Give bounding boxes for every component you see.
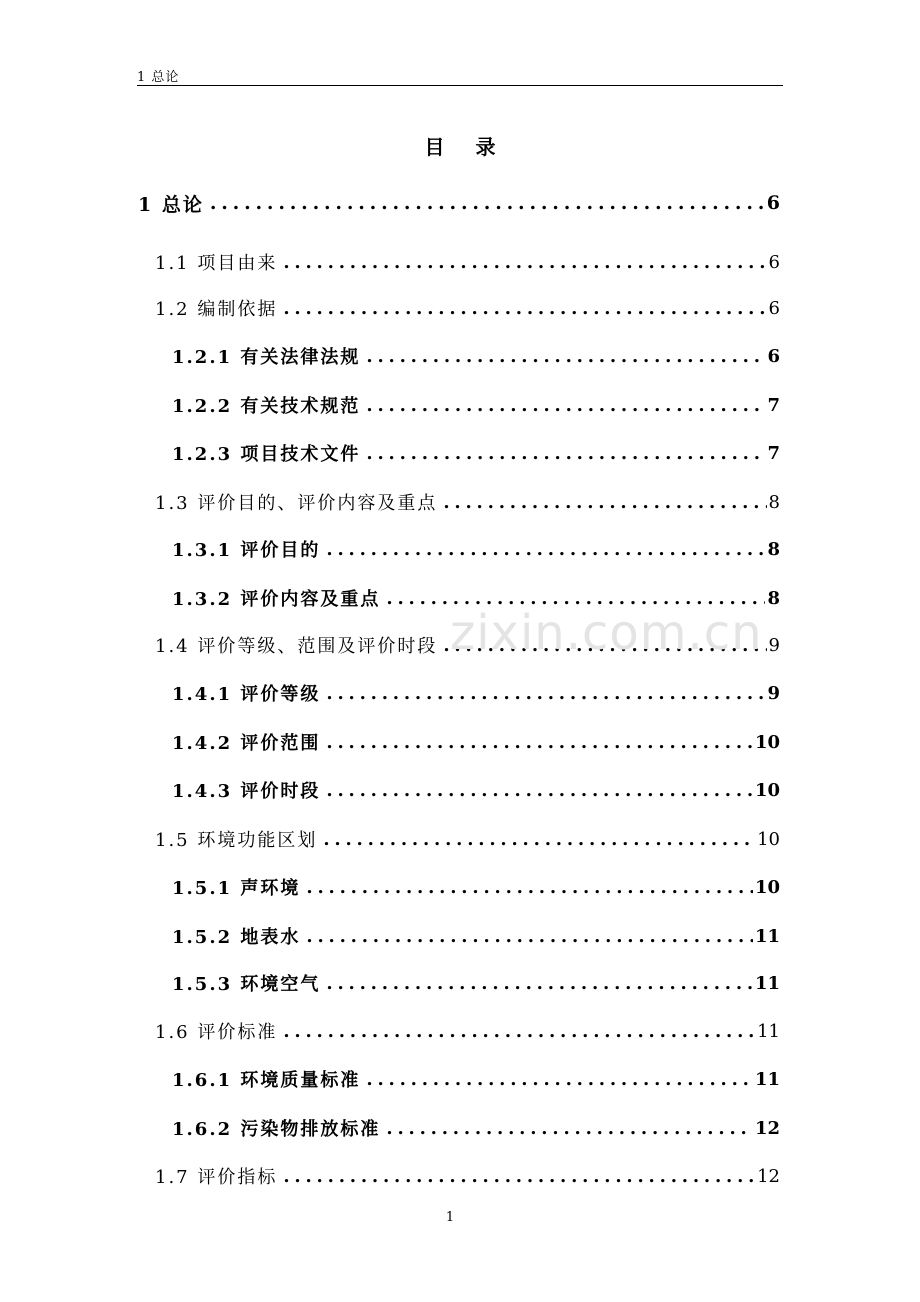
toc-entry-label: 1.1 项目由来 bbox=[155, 253, 278, 274]
toc-entry-label: 1.5.2 地表水 bbox=[172, 927, 301, 948]
toc-entry-label: 1.6.1 环境质量标准 bbox=[172, 1070, 361, 1091]
toc-entry-label: 1.5.1 声环境 bbox=[172, 878, 301, 899]
toc-entry-label: 1.5.3 环境空气 bbox=[172, 974, 321, 995]
toc-entry-label: 1.7 评价指标 bbox=[155, 1167, 278, 1188]
toc-dot-leader bbox=[323, 829, 755, 850]
toc-entry-label: 1.5 环境功能区划 bbox=[155, 830, 318, 851]
toc-entry[interactable] bbox=[172, 390, 780, 420]
toc-dot-leader bbox=[210, 192, 765, 214]
toc-entry-label: 1.3 评价目的、评价内容及重点 bbox=[155, 493, 438, 514]
toc-entry-label: 1.6 评价标准 bbox=[155, 1022, 278, 1043]
toc-entry-page: 9 bbox=[767, 682, 780, 704]
toc-dot-leader bbox=[283, 298, 766, 319]
toc-entry-page: 6 bbox=[766, 192, 780, 214]
toc-dot-leader bbox=[283, 252, 766, 273]
toc-entry[interactable] bbox=[172, 921, 780, 951]
toc-dot-leader bbox=[326, 732, 753, 753]
toc-entry[interactable] bbox=[172, 968, 780, 998]
toc-entry-page: 8 bbox=[767, 538, 780, 560]
toc-dot-leader bbox=[326, 683, 765, 704]
toc-entry-page: 10 bbox=[754, 876, 780, 898]
toc-dot-leader bbox=[326, 780, 753, 801]
toc-entry[interactable] bbox=[172, 727, 780, 757]
toc-entry[interactable] bbox=[155, 1161, 780, 1191]
header-rule bbox=[137, 85, 783, 86]
toc-entry-page: 12 bbox=[754, 1117, 780, 1139]
toc-dot-leader bbox=[366, 1069, 753, 1090]
toc-entry-page: 8 bbox=[767, 587, 780, 609]
toc-entry-page: 6 bbox=[768, 297, 780, 319]
toc-dot-leader bbox=[366, 346, 765, 367]
toc-dot-leader bbox=[306, 877, 753, 898]
toc-entry-page: 7 bbox=[767, 394, 780, 416]
toc-entry-page: 6 bbox=[768, 251, 780, 273]
toc-entry[interactable] bbox=[172, 872, 780, 902]
toc-entry-label: 1.2.1 有关法律法规 bbox=[172, 347, 361, 368]
toc-entry-label: 1.4.1 评价等级 bbox=[172, 684, 321, 705]
toc-entry[interactable] bbox=[155, 1016, 780, 1046]
toc-entry-page: 7 bbox=[767, 442, 780, 464]
toc-entry-label: 1.3.1 评价目的 bbox=[172, 540, 321, 561]
toc-entry[interactable] bbox=[172, 775, 780, 805]
toc-entry-label: 1.6.2 污染物排放标准 bbox=[172, 1119, 381, 1140]
toc-dot-leader bbox=[443, 492, 766, 513]
toc-dot-leader bbox=[366, 395, 765, 416]
toc-dot-leader bbox=[283, 1166, 755, 1187]
toc-entry-label: 1.2 编制依据 bbox=[155, 299, 278, 320]
toc-dot-leader bbox=[326, 973, 753, 994]
toc-entry[interactable] bbox=[172, 1113, 780, 1143]
toc-entry[interactable] bbox=[138, 188, 780, 218]
toc-title: 目 录 bbox=[424, 135, 508, 159]
watermark: zixin.com.cn bbox=[450, 605, 763, 661]
toc-entry-label: 1.2.2 有关技术规范 bbox=[172, 396, 361, 417]
toc-entry-page: 11 bbox=[754, 1068, 780, 1090]
toc-entry-label: 1 总论 bbox=[138, 193, 204, 216]
toc-entry[interactable] bbox=[172, 534, 780, 564]
toc-entry-page: 8 bbox=[768, 491, 780, 513]
toc-entry-page: 11 bbox=[754, 972, 780, 994]
toc-dot-leader bbox=[326, 539, 765, 560]
toc-entry-label: 1.4.2 评价范围 bbox=[172, 733, 321, 754]
toc-entry-page: 10 bbox=[754, 779, 780, 801]
toc-entry[interactable] bbox=[155, 247, 780, 277]
toc-entry-page: 9 bbox=[768, 634, 780, 656]
toc-entry[interactable] bbox=[172, 438, 780, 468]
toc-entry[interactable] bbox=[155, 824, 780, 854]
toc-entry-label: 1.4 评价等级、范围及评价时段 bbox=[155, 636, 438, 657]
toc-entry-page: 6 bbox=[767, 345, 780, 367]
toc-entry-label: 1.4.3 评价时段 bbox=[172, 781, 321, 802]
toc-entry-label: 1.3.2 评价内容及重点 bbox=[172, 589, 381, 610]
toc-entry[interactable] bbox=[155, 487, 780, 517]
toc-entry[interactable] bbox=[155, 293, 780, 323]
toc-entry-page: 10 bbox=[757, 828, 780, 850]
toc-dot-leader bbox=[366, 443, 765, 464]
toc-entry-page: 11 bbox=[754, 925, 780, 947]
toc-entry-page: 12 bbox=[757, 1165, 780, 1187]
toc-entry-label: 1.2.3 项目技术文件 bbox=[172, 444, 361, 465]
toc-dot-leader bbox=[283, 1021, 755, 1042]
toc-entry[interactable] bbox=[172, 1064, 780, 1094]
toc-entry-page: 11 bbox=[757, 1020, 780, 1042]
toc-dot-leader bbox=[386, 1118, 753, 1139]
toc-entry-page: 10 bbox=[754, 731, 780, 753]
toc-entry[interactable] bbox=[172, 341, 780, 371]
running-header: 1 总论 bbox=[137, 70, 180, 85]
page-number: 1 bbox=[445, 1210, 455, 1225]
toc-entry[interactable] bbox=[172, 678, 780, 708]
toc-dot-leader bbox=[306, 926, 753, 947]
